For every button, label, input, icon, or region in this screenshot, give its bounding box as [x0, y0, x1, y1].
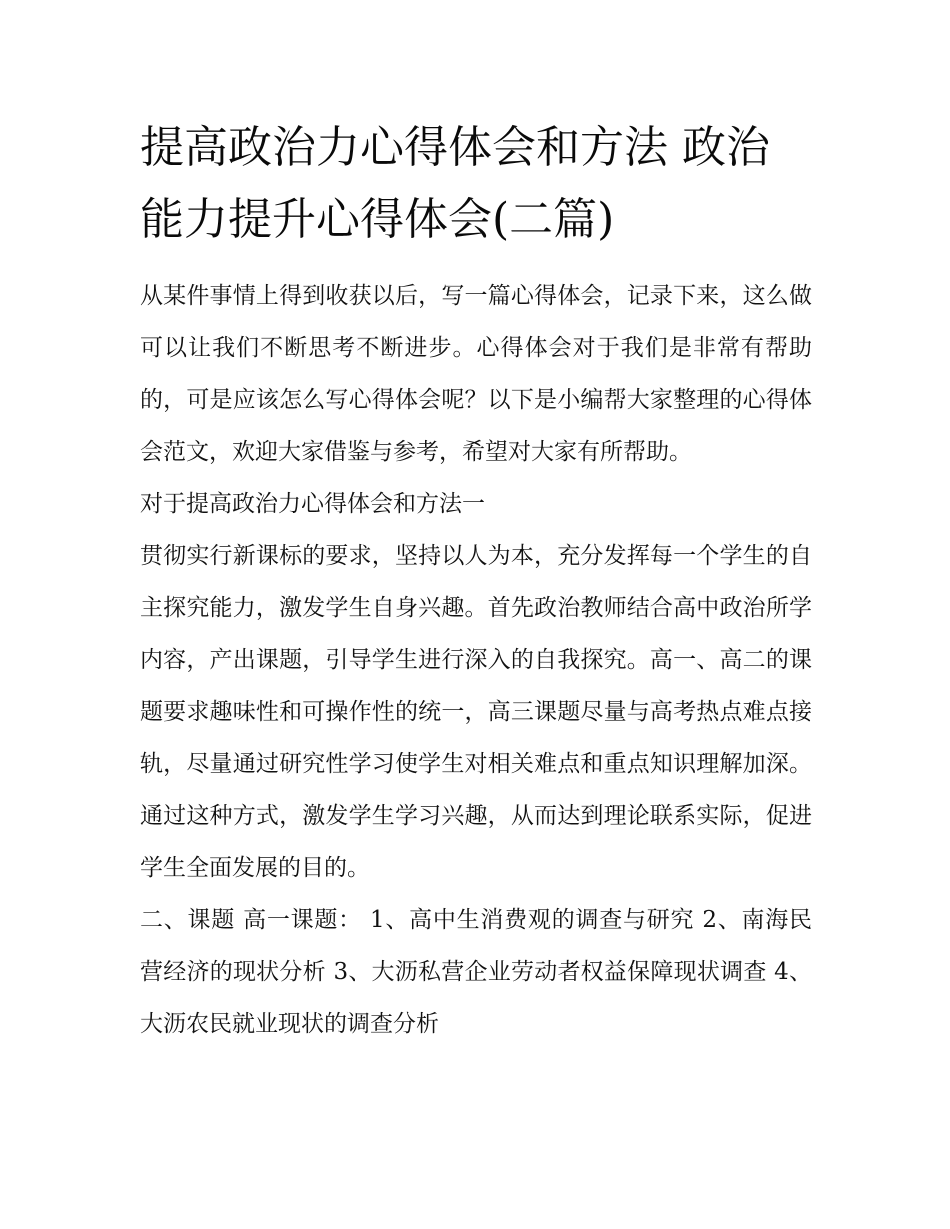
intro-paragraph: 从某件事情上得到收获以后，写一篇心得体会，记录下来，这么做可以让我们不断思考不断进步。心得体会对于我们是非常有帮助的，可是应该怎么写心得体会呢？以下是小编帮大家整理的心得体会范文，欢迎大家借鉴与参考，希望对大家有所帮助。 [140, 283, 812, 465]
section-heading: 对于提高政治力心得体会和方法一 [140, 491, 485, 517]
document-page [140, 112, 812, 1050]
body-paragraph: 贯彻实行新课标的要求，坚持以人为本，充分发挥每一个学生的自主探究能力，激发学生自身兴趣。首先政治教师结合高中政治所学内容，产出课题，引导学生进行深入的自我探究。高一、高二的课题要求趣味性和可操作性的统一，高三课题尽量与高考热点难点接轨，尽量通过研究性学习使学生对相关难点和重点知识理解加深。通过这种方式，激发学生学习兴趣，从而达到理论联系实际，促进学生全面发展的目的。 [140, 543, 812, 881]
document-title: 提高政治力心得体会和方法 政治能力提升心得体会(二篇) [140, 122, 770, 245]
topics-paragraph: 二、课题 高一课题： 1、高中生消费观的调查与研究 2、南海民营经济的现状分析 3、大沥私营企业劳动者权益保障现状调查 4、大沥农民就业现状的调查分析 [140, 907, 812, 1037]
